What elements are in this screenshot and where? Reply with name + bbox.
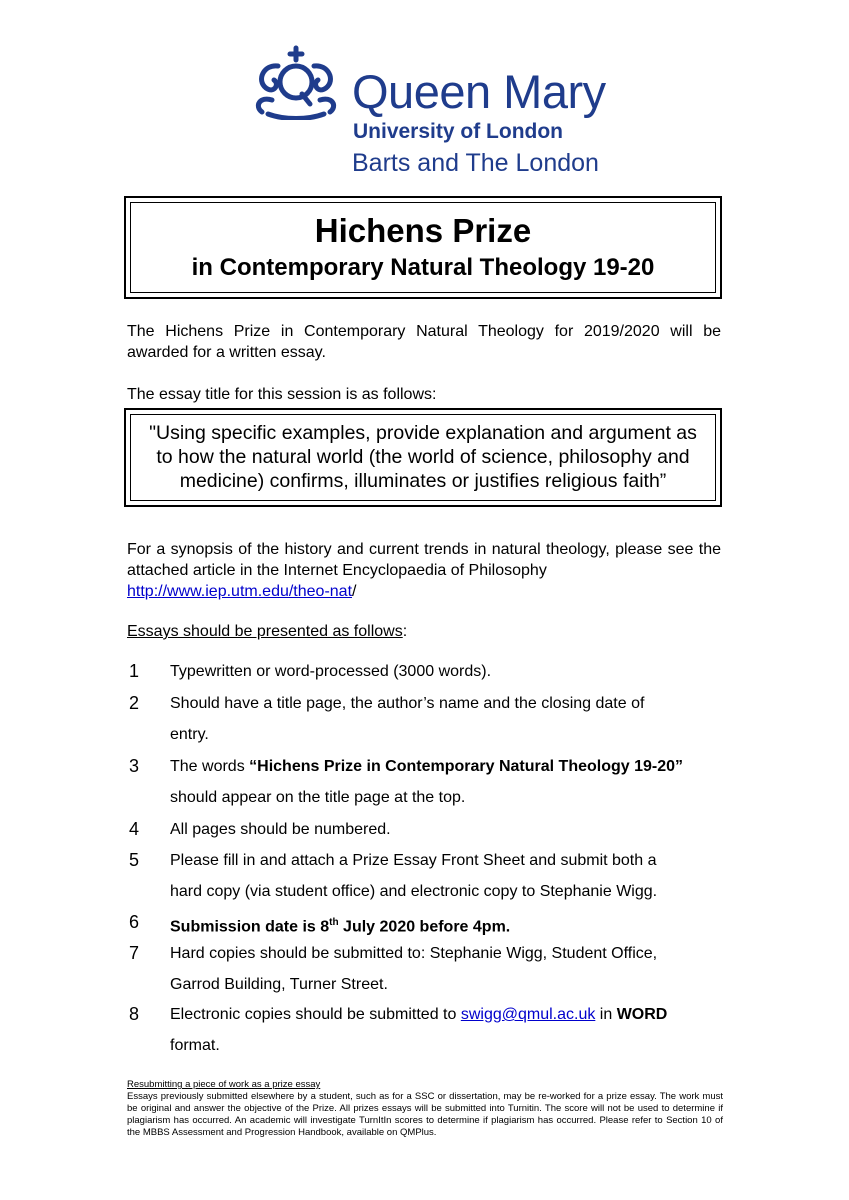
footnote-body: Essays previously submitted elsewhere by a student, such as for a SSC or dissertation, may be re-worked for a prize essay. The work must be original and answer the objective of the Prize. All prizes essays will be submitted into Turnitin. The score will not be used to determine if plagiarism has occurred. An academic will investigate TurnItIn scores to determine if plagiarism has occurred. Please refer to Section 10 of the MBBS Assessment and Progression Handbook, available on QMPlus. (127, 1091, 723, 1138)
synopsis-text: For a synopsis of the history and current trends in natural theology, please see the attached article in the Internet Encyclopaedia of Philosophy (127, 541, 721, 579)
synopsis-paragraph (127, 539, 721, 602)
list-number: 3 (129, 756, 140, 776)
crown-lion-crest-icon (250, 44, 342, 120)
list-text-line: Please fill in and attach a Prize Essay Front Sheet and submit both a (170, 852, 657, 869)
essay-title-text: "Using specific examples, provide explanation and argument as to how the natural world (the world of science, philosophy and medicine) confirms, illuminates or justifies religious faith” (149, 422, 697, 492)
list-text-line: Garrod Building, Turner Street. (170, 976, 388, 993)
essay-title-box (124, 408, 722, 507)
list-text-pre: Electronic copies should be submitted to (170, 1006, 461, 1023)
list-text (170, 845, 721, 907)
list-text-line: format. (170, 1037, 220, 1054)
list-text (170, 751, 721, 813)
date-ordinal: th (329, 917, 339, 928)
list-text-mid: in (595, 1006, 617, 1023)
page-title: Hichens Prize (314, 212, 532, 249)
email-link[interactable]: swigg@qmul.ac.uk (460, 1006, 596, 1023)
list-text (170, 999, 721, 1061)
list-number: 6 (129, 912, 140, 932)
title-box (124, 196, 722, 299)
list-text-line: Hard copies should be submitted to: Stephanie Wigg, Student Office, (170, 945, 658, 962)
list-text: Typewritten or word-processed (3000 words). (170, 663, 492, 680)
page-subtitle: in Contemporary Natural Theology 19-20 (191, 254, 655, 281)
list-number: 1 (129, 661, 140, 681)
submission-date-rest: July 2020 before 4pm. (338, 918, 511, 936)
submission-date-text: Submission date is 8 (170, 918, 330, 936)
university-logo (250, 44, 610, 184)
list-text-bold: “Hichens Prize in Contemporary Natural Theology 19-20” (249, 758, 684, 775)
list-text-line: should appear on the title page at the top. (170, 789, 466, 806)
list-text (170, 938, 721, 1000)
university-name: Queen Mary (352, 65, 606, 118)
essay-title-intro: The essay title for this session is as follows: (127, 386, 437, 403)
list-number: 7 (129, 943, 140, 963)
list-text-bold: WORD (616, 1006, 668, 1023)
essays-header-text: Essays should be presented as follows (127, 623, 403, 640)
footnote-heading: Resubmitting a piece of work as a prize essay (127, 1079, 321, 1090)
iep-link[interactable]: http://www.iep.utm.edu/theo-nat (127, 583, 353, 600)
list-text (170, 688, 721, 750)
list-text-pre: The words (170, 758, 250, 775)
list-number: 5 (129, 850, 140, 870)
university-subtitle: University of London (353, 120, 563, 143)
list-number: 8 (129, 1004, 140, 1024)
list-text-line: Should have a title page, the author’s name and the closing date of (170, 695, 645, 712)
list-number: 2 (129, 693, 140, 713)
school-name: Barts and The London (352, 149, 599, 177)
essays-header (127, 621, 721, 642)
list-text-line: entry. (170, 726, 209, 743)
list-text: All pages should be numbered. (170, 821, 391, 838)
list-number: 4 (129, 819, 140, 839)
link-suffix: / (352, 583, 357, 600)
intro-paragraph: The Hichens Prize in Contemporary Natural Theology for 2019/2020 will be awarded for a written essay. (127, 323, 721, 361)
essays-header-suffix: : (402, 623, 408, 640)
list-text-line: hard copy (via student office) and electronic copy to Stephanie Wigg. (170, 883, 658, 900)
